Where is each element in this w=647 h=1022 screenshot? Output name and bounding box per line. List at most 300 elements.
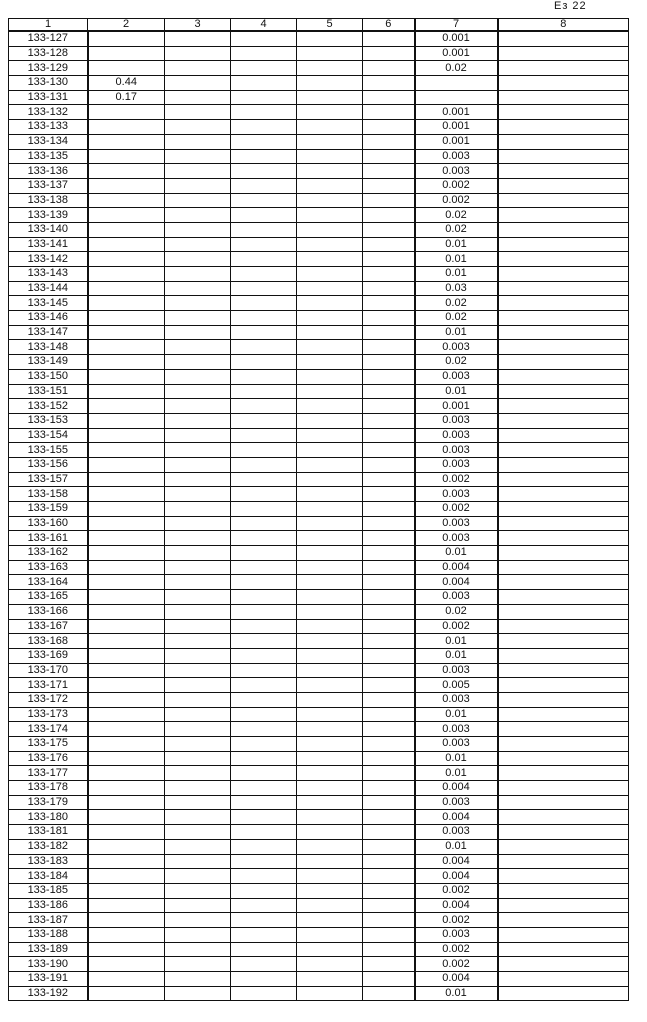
table-cell <box>231 737 297 752</box>
table-cell <box>165 913 231 928</box>
table-cell <box>165 663 231 678</box>
row-id-cell: 133-132 <box>9 105 88 120</box>
table-cell <box>498 825 629 840</box>
table-cell <box>88 839 165 854</box>
table-cell <box>297 942 363 957</box>
table-cell <box>498 972 629 987</box>
table-cell <box>165 648 231 663</box>
table-cell <box>88 883 165 898</box>
table-cell: 0.01 <box>415 634 498 649</box>
table-cell <box>363 340 415 355</box>
table-cell <box>498 663 629 678</box>
table-cell <box>88 502 165 517</box>
table-cell <box>297 869 363 884</box>
table-cell <box>363 839 415 854</box>
table-cell <box>231 237 297 252</box>
table-cell <box>363 869 415 884</box>
data-table <box>8 18 629 1001</box>
table-cell <box>297 237 363 252</box>
table-cell: 0.004 <box>415 560 498 575</box>
table-cell: 0.03 <box>415 281 498 296</box>
table-cell <box>498 751 629 766</box>
table-row <box>9 795 629 810</box>
table-cell <box>88 178 165 193</box>
table-cell <box>363 619 415 634</box>
row-id-cell: 133-168 <box>9 634 88 649</box>
table-cell <box>231 531 297 546</box>
table-row <box>9 208 629 223</box>
table-cell <box>231 692 297 707</box>
table-cell <box>297 472 363 487</box>
row-id-cell: 133-189 <box>9 942 88 957</box>
table-cell <box>231 252 297 267</box>
table-cell <box>363 502 415 517</box>
row-id-cell: 133-160 <box>9 516 88 531</box>
table-cell: 0.001 <box>415 134 498 149</box>
column-header: 3 <box>165 19 231 32</box>
table-cell <box>363 237 415 252</box>
table-cell <box>231 502 297 517</box>
table-cell <box>297 663 363 678</box>
table-cell <box>165 340 231 355</box>
table-row <box>9 883 629 898</box>
table-cell <box>363 149 415 164</box>
table-cell <box>165 208 231 223</box>
table-row <box>9 678 629 693</box>
table-row <box>9 267 629 282</box>
table-cell <box>231 46 297 61</box>
table-cell <box>498 502 629 517</box>
table-cell <box>297 854 363 869</box>
table-cell <box>88 634 165 649</box>
table-row <box>9 663 629 678</box>
table-cell <box>498 222 629 237</box>
table-cell <box>363 751 415 766</box>
table-row <box>9 90 629 105</box>
table-cell: 0.01 <box>415 707 498 722</box>
table-row <box>9 913 629 928</box>
table-cell <box>498 707 629 722</box>
table-cell <box>165 546 231 561</box>
row-id-cell: 133-164 <box>9 575 88 590</box>
table-cell <box>297 913 363 928</box>
table-cell: 0.003 <box>415 413 498 428</box>
table-cell <box>88 869 165 884</box>
table-row <box>9 810 629 825</box>
table-cell <box>165 399 231 414</box>
table-cell <box>498 384 629 399</box>
table-cell: 0.004 <box>415 810 498 825</box>
table-cell <box>165 120 231 135</box>
table-cell <box>498 854 629 869</box>
table-cell <box>498 193 629 208</box>
row-id-cell: 133-135 <box>9 149 88 164</box>
table-cell: 0.002 <box>415 942 498 957</box>
table-cell <box>165 178 231 193</box>
table-cell: 0.01 <box>415 267 498 282</box>
table-cell <box>363 634 415 649</box>
table-cell <box>297 311 363 326</box>
table-row <box>9 487 629 502</box>
table-cell <box>231 883 297 898</box>
row-id-cell: 133-192 <box>9 986 88 1001</box>
table-cell <box>498 927 629 942</box>
table-cell <box>165 281 231 296</box>
table-cell <box>297 898 363 913</box>
table-cell: 0.02 <box>415 604 498 619</box>
table-row <box>9 311 629 326</box>
table-cell <box>363 825 415 840</box>
table-cell <box>363 193 415 208</box>
table-cell <box>297 267 363 282</box>
row-id-cell: 133-145 <box>9 296 88 311</box>
table-cell <box>363 737 415 752</box>
table-cell <box>88 105 165 120</box>
table-row <box>9 575 629 590</box>
table-cell <box>297 208 363 223</box>
table-cell <box>297 927 363 942</box>
table-row <box>9 222 629 237</box>
table-cell <box>165 604 231 619</box>
table-cell <box>297 76 363 91</box>
table-row <box>9 281 629 296</box>
row-id-cell: 133-133 <box>9 120 88 135</box>
table-cell <box>231 604 297 619</box>
table-cell: 0.003 <box>415 149 498 164</box>
table-cell <box>231 795 297 810</box>
table-cell <box>165 751 231 766</box>
table-cell <box>297 678 363 693</box>
table-cell <box>231 178 297 193</box>
table-cell <box>498 575 629 590</box>
table-cell <box>231 972 297 987</box>
table-cell <box>88 472 165 487</box>
table-row <box>9 457 629 472</box>
table-row <box>9 957 629 972</box>
table-cell <box>297 795 363 810</box>
table-cell <box>88 575 165 590</box>
table-row <box>9 560 629 575</box>
table-cell: 0.003 <box>415 825 498 840</box>
row-id-cell: 133-170 <box>9 663 88 678</box>
table-cell: 0.003 <box>415 369 498 384</box>
table-cell <box>88 619 165 634</box>
table-row <box>9 854 629 869</box>
table-cell <box>165 61 231 76</box>
table-cell <box>363 575 415 590</box>
table-cell <box>88 678 165 693</box>
table-cell <box>297 457 363 472</box>
table-cell <box>297 296 363 311</box>
table-cell <box>498 942 629 957</box>
table-cell <box>88 413 165 428</box>
table-cell <box>88 663 165 678</box>
table-cell <box>363 267 415 282</box>
row-id-cell: 133-148 <box>9 340 88 355</box>
table-cell: 0.003 <box>415 692 498 707</box>
table-cell <box>88 810 165 825</box>
table-cell <box>297 839 363 854</box>
table-cell <box>231 634 297 649</box>
row-id-cell: 133-183 <box>9 854 88 869</box>
table-cell <box>88 707 165 722</box>
table-cell <box>363 648 415 663</box>
table-cell <box>498 898 629 913</box>
table-cell: 0.003 <box>415 795 498 810</box>
table-cell <box>88 340 165 355</box>
table-cell <box>165 296 231 311</box>
table-cell <box>297 707 363 722</box>
table-cell <box>498 267 629 282</box>
table-cell: 0.003 <box>415 737 498 752</box>
table-cell <box>231 575 297 590</box>
table-cell: 0.002 <box>415 883 498 898</box>
table-cell <box>165 31 231 46</box>
table-cell <box>165 825 231 840</box>
table-cell <box>88 648 165 663</box>
header-row <box>9 19 629 32</box>
table-cell <box>88 296 165 311</box>
table-cell: 0.001 <box>415 399 498 414</box>
table-cell <box>363 795 415 810</box>
table-cell <box>165 590 231 605</box>
table-cell <box>88 722 165 737</box>
table-cell <box>165 149 231 164</box>
table-cell <box>363 957 415 972</box>
table-cell <box>363 692 415 707</box>
table-cell <box>165 502 231 517</box>
row-id-cell: 133-152 <box>9 399 88 414</box>
row-id-cell: 133-187 <box>9 913 88 928</box>
table-cell <box>363 369 415 384</box>
table-cell <box>165 193 231 208</box>
table-cell <box>88 222 165 237</box>
table-cell: 0.003 <box>415 340 498 355</box>
table-cell <box>498 120 629 135</box>
table-cell <box>498 340 629 355</box>
table-cell <box>88 560 165 575</box>
table-cell <box>363 810 415 825</box>
table-cell <box>498 149 629 164</box>
table-row <box>9 590 629 605</box>
row-id-cell: 133-162 <box>9 546 88 561</box>
table-cell <box>498 692 629 707</box>
row-id-cell: 133-131 <box>9 90 88 105</box>
table-cell <box>363 986 415 1001</box>
table-cell <box>363 678 415 693</box>
table-cell: 0.002 <box>415 913 498 928</box>
table-cell <box>297 546 363 561</box>
row-id-cell: 133-144 <box>9 281 88 296</box>
row-id-cell: 133-128 <box>9 46 88 61</box>
table-cell <box>297 883 363 898</box>
table-cell <box>88 795 165 810</box>
table-cell <box>363 487 415 502</box>
row-id-cell: 133-186 <box>9 898 88 913</box>
table-cell <box>231 149 297 164</box>
table-cell <box>498 296 629 311</box>
table-cell <box>363 707 415 722</box>
table-cell <box>165 325 231 340</box>
table-cell: 0.01 <box>415 237 498 252</box>
table-cell <box>363 164 415 179</box>
table-cell <box>363 927 415 942</box>
table-cell <box>231 31 297 46</box>
table-cell <box>297 722 363 737</box>
row-id-cell: 133-171 <box>9 678 88 693</box>
table-cell <box>415 76 498 91</box>
table-cell: 0.02 <box>415 311 498 326</box>
table-cell <box>231 134 297 149</box>
table-cell <box>498 604 629 619</box>
table-cell <box>88 457 165 472</box>
table-cell <box>165 707 231 722</box>
table-cell <box>363 854 415 869</box>
table-cell <box>297 31 363 46</box>
table-cell <box>363 590 415 605</box>
table-cell <box>498 883 629 898</box>
row-id-cell: 133-165 <box>9 590 88 605</box>
table-cell <box>231 839 297 854</box>
table-cell <box>297 634 363 649</box>
table-cell <box>165 252 231 267</box>
table-cell: 0.003 <box>415 927 498 942</box>
row-id-cell: 133-140 <box>9 222 88 237</box>
table-cell <box>88 134 165 149</box>
table-cell <box>363 443 415 458</box>
table-cell <box>498 252 629 267</box>
row-id-cell: 133-141 <box>9 237 88 252</box>
table-cell <box>498 443 629 458</box>
table-cell <box>231 766 297 781</box>
table-cell <box>498 428 629 443</box>
table-row <box>9 502 629 517</box>
row-id-cell: 133-154 <box>9 428 88 443</box>
table-cell <box>498 810 629 825</box>
table-cell <box>231 296 297 311</box>
table-cell <box>363 120 415 135</box>
table-cell <box>297 120 363 135</box>
row-id-cell: 133-147 <box>9 325 88 340</box>
table-cell <box>498 487 629 502</box>
table-row <box>9 472 629 487</box>
table-cell <box>88 590 165 605</box>
table-cell <box>88 854 165 869</box>
table-cell <box>363 46 415 61</box>
table-cell <box>231 707 297 722</box>
table-cell <box>231 472 297 487</box>
table-cell <box>297 737 363 752</box>
table-cell: 0.01 <box>415 648 498 663</box>
table-cell <box>363 722 415 737</box>
table-cell <box>165 369 231 384</box>
table-cell: 0.44 <box>88 76 165 91</box>
table-cell <box>88 604 165 619</box>
table-cell <box>363 942 415 957</box>
table-cell: 0.001 <box>415 46 498 61</box>
table-cell <box>88 428 165 443</box>
table-cell <box>498 325 629 340</box>
table-row <box>9 443 629 458</box>
table-cell <box>231 281 297 296</box>
table-cell <box>165 560 231 575</box>
table-cell <box>498 795 629 810</box>
table-row <box>9 46 629 61</box>
column-header: 6 <box>363 19 415 32</box>
table-row <box>9 707 629 722</box>
table-cell <box>297 193 363 208</box>
table-row <box>9 355 629 370</box>
row-id-cell: 133-149 <box>9 355 88 370</box>
table-cell: 0.004 <box>415 972 498 987</box>
table-cell <box>297 399 363 414</box>
table-row <box>9 252 629 267</box>
table-cell <box>231 413 297 428</box>
table-cell: 0.004 <box>415 869 498 884</box>
table-cell <box>88 825 165 840</box>
table-row <box>9 149 629 164</box>
table-cell <box>165 46 231 61</box>
table-cell <box>297 604 363 619</box>
table-cell <box>165 957 231 972</box>
table-cell <box>297 413 363 428</box>
table-cell <box>498 560 629 575</box>
column-header: 8 <box>498 19 629 32</box>
table-cell: 0.02 <box>415 355 498 370</box>
table-row <box>9 296 629 311</box>
table-cell <box>165 869 231 884</box>
table-cell <box>363 384 415 399</box>
table-cell <box>88 355 165 370</box>
table-cell: 0.17 <box>88 90 165 105</box>
table-row <box>9 193 629 208</box>
table-cell <box>165 722 231 737</box>
table-cell <box>88 46 165 61</box>
table-cell <box>88 237 165 252</box>
table-cell <box>498 986 629 1001</box>
table-cell <box>231 208 297 223</box>
table-cell: 0.002 <box>415 193 498 208</box>
table-cell <box>231 399 297 414</box>
table-cell <box>297 972 363 987</box>
table-cell <box>363 355 415 370</box>
table-cell <box>88 252 165 267</box>
table-row <box>9 76 629 91</box>
table-cell <box>165 428 231 443</box>
table-cell <box>363 252 415 267</box>
table-cell <box>88 208 165 223</box>
table-row <box>9 751 629 766</box>
page-label: Ез 22 <box>554 0 587 12</box>
table-cell <box>498 634 629 649</box>
table-cell <box>498 90 629 105</box>
table-cell <box>88 325 165 340</box>
table-cell <box>363 913 415 928</box>
row-id-cell: 133-163 <box>9 560 88 575</box>
table-cell <box>297 810 363 825</box>
table-cell <box>498 31 629 46</box>
row-id-cell: 133-150 <box>9 369 88 384</box>
column-header: 4 <box>231 19 297 32</box>
row-id-cell: 133-172 <box>9 692 88 707</box>
table-cell <box>231 428 297 443</box>
table-cell <box>165 413 231 428</box>
table-cell <box>498 105 629 120</box>
table-row <box>9 634 629 649</box>
row-id-cell: 133-134 <box>9 134 88 149</box>
table-cell <box>231 810 297 825</box>
row-id-cell: 133-159 <box>9 502 88 517</box>
